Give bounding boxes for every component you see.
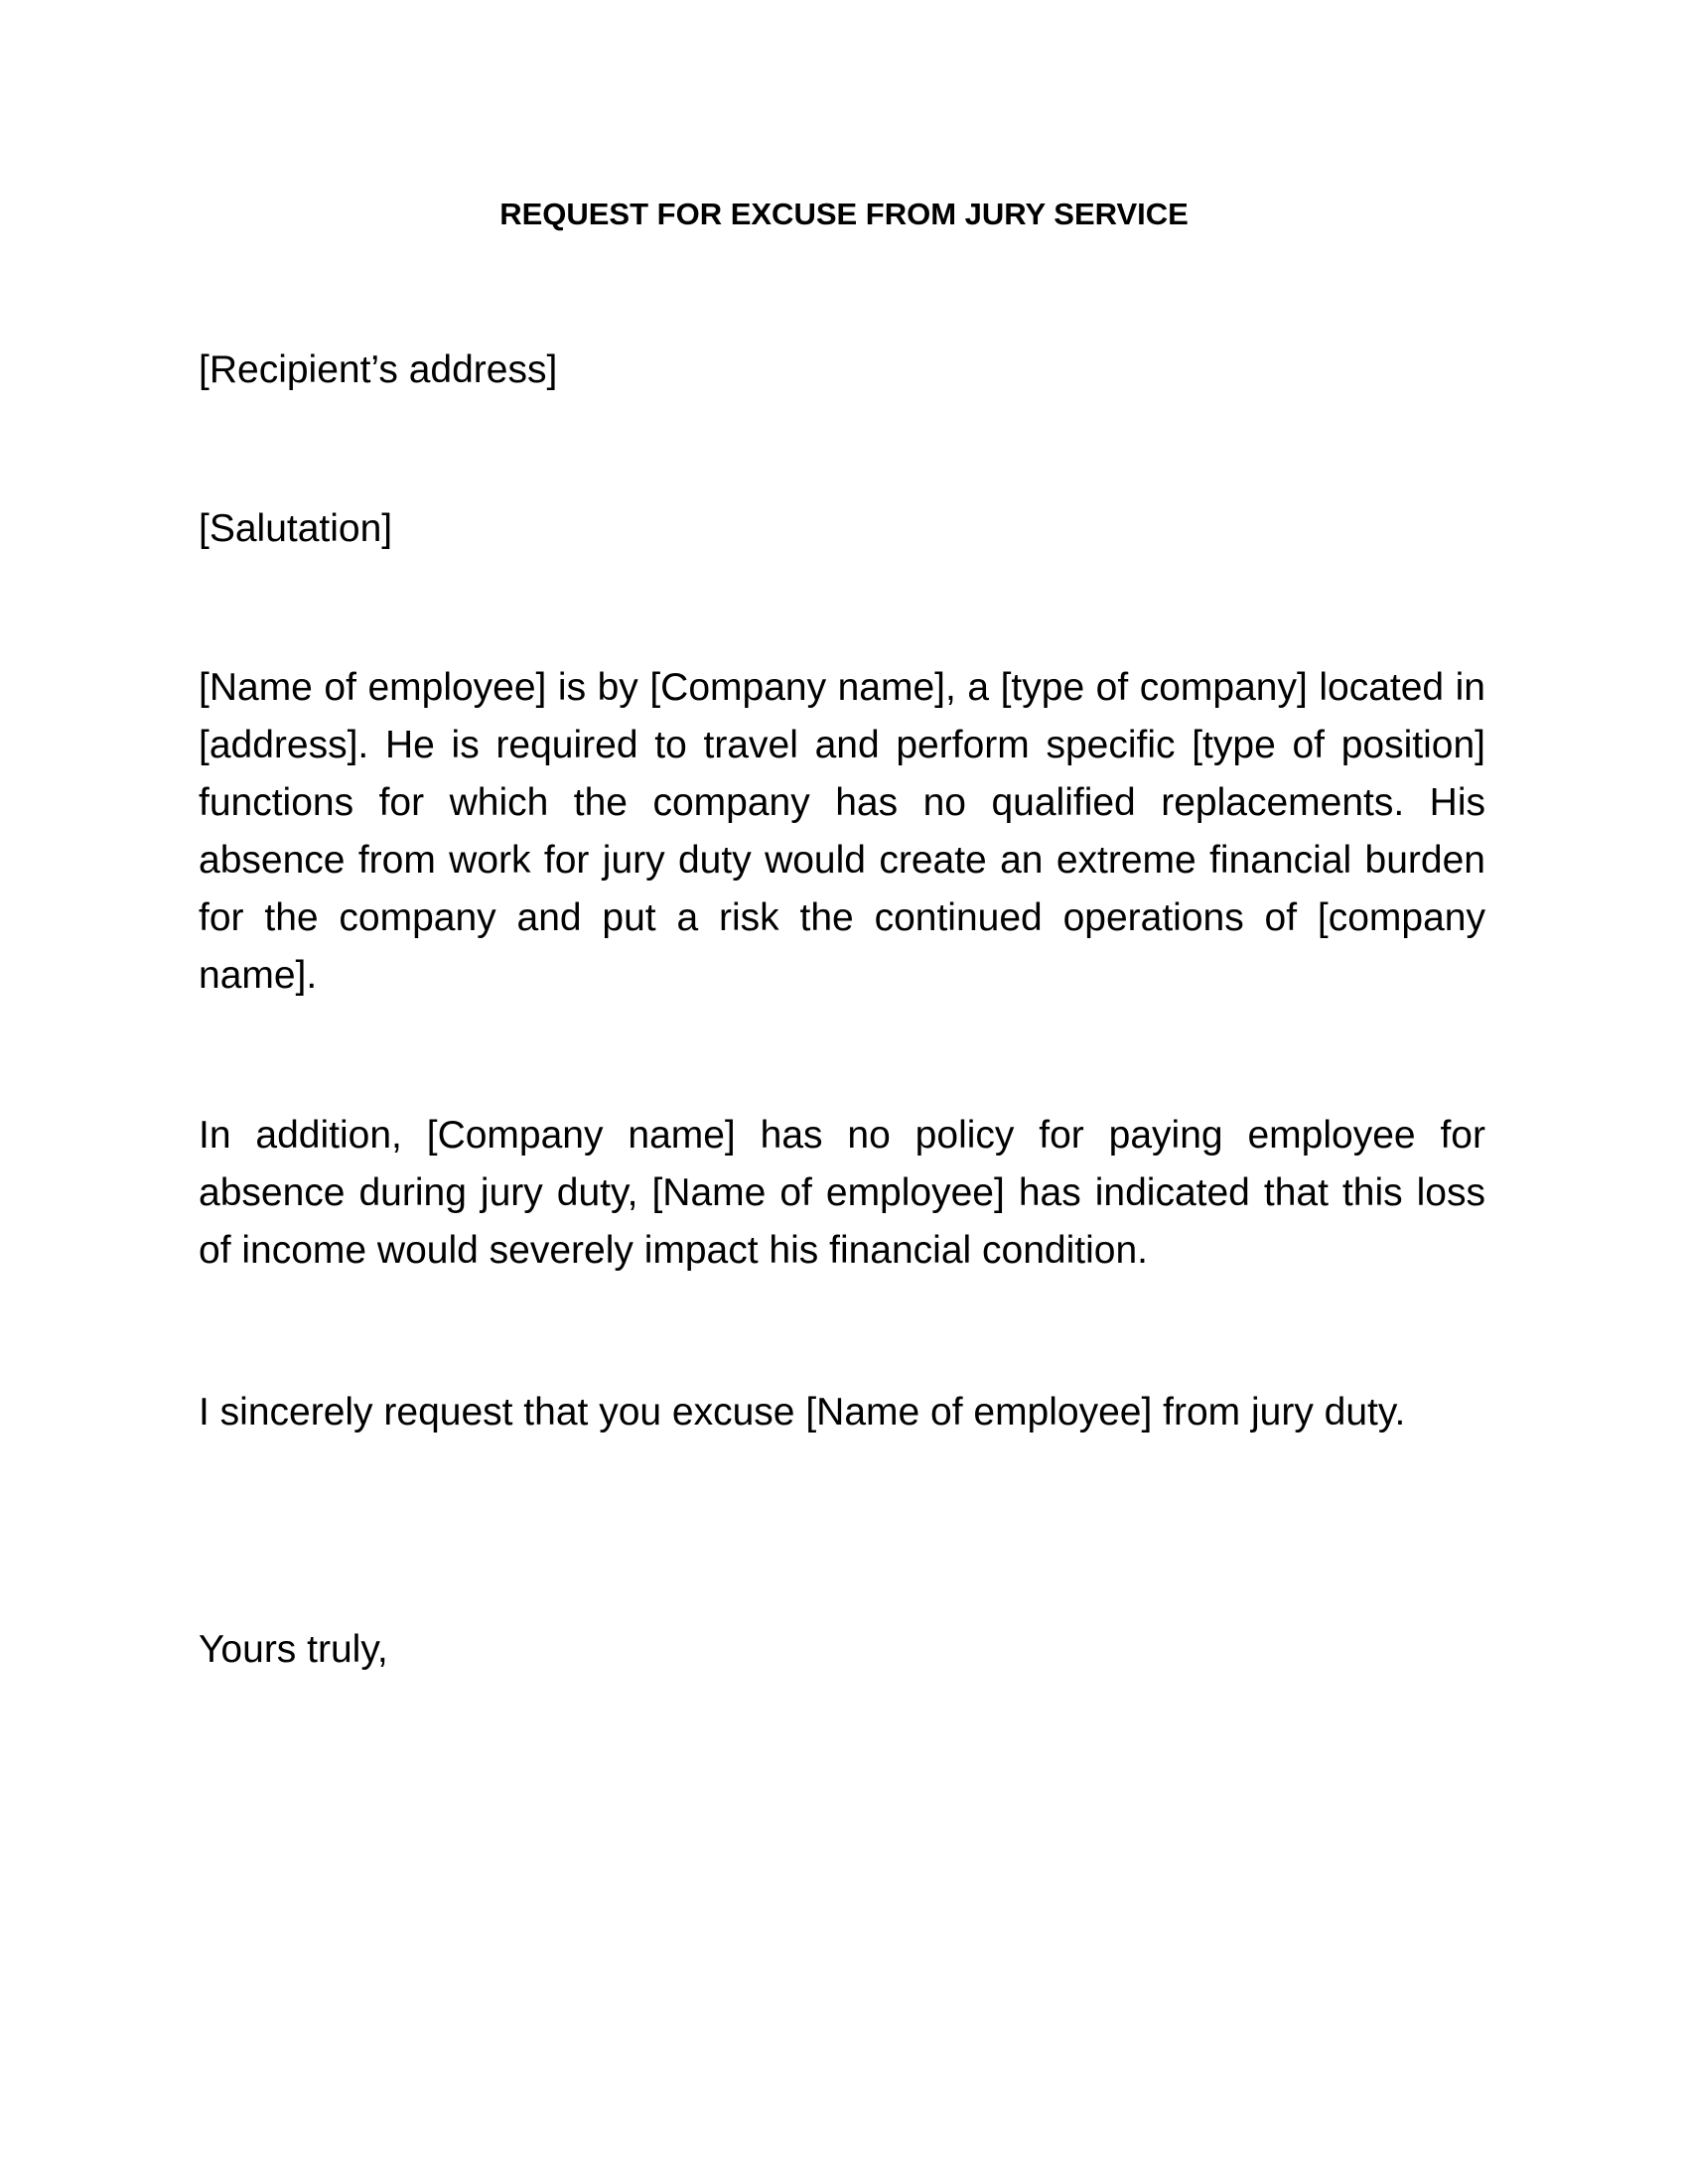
body-paragraph-1: [Name of employee] is by [Company name], a [type of company] located in [address]. He is required to travel and perform specific [type of position] functions for which the company has no qualified replacements. His absence from work for jury duty would create an extreme financial burden for the company and put a risk the continued operations of [company name]. — [199, 666, 1485, 997]
closing-line: Yours truly, — [199, 1628, 388, 1671]
document-title: REQUEST FOR EXCUSE FROM JURY SERVICE — [499, 197, 1189, 231]
salutation: [Salutation] — [199, 507, 393, 550]
recipient-address: [Recipient’s address] — [199, 348, 558, 391]
body-paragraph-2: In addition, [Company name] has no policy for paying employee for absence during jury duty, [Name of employee] has indicated that this loss of income would severely impact his financial condition. — [199, 1114, 1485, 1272]
body-paragraph-3: I sincerely request that you excuse [Name of employee] from jury duty. — [199, 1391, 1406, 1433]
